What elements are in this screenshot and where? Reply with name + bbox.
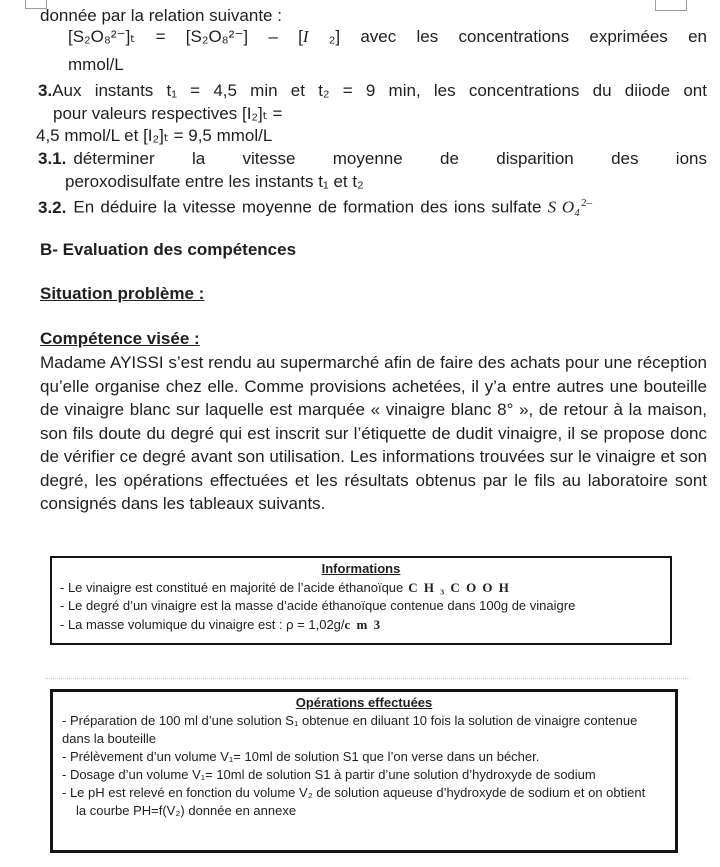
relation-iodine-close: ₂] [328, 27, 341, 46]
competence-visee-heading: Compétence visée : [40, 329, 200, 348]
relation-word: concentrations [458, 27, 570, 46]
question-3-line2: pour valeurs respectives [I₂]ₜ = [53, 104, 283, 123]
informations-title: Informations [321, 561, 401, 576]
cm3-unit: c m 3 [344, 616, 382, 632]
info-item: - Le degré d’un vinaigre est la masse d’acide éthanoïque contenue dans 100g de vinaigre [60, 598, 576, 613]
sulfate-charge-superscript: 2– [581, 197, 593, 209]
operation-item: - Le pH est relevé en fonction du volume V₂ de solution aqueuse d’hydroxyde de sodium et on obtient la courbe PH=f(V₂) donnée en annexe [62, 784, 666, 820]
intro-line: donnée par la relation suivante : [40, 6, 282, 25]
operation-item: - Prélèvement d’un volume V₁= 10ml de solution S1 que l’on verse dans un bécher. [62, 749, 540, 764]
info-item: - La masse volumique du vinaigre est : ρ = 1,02g/c m 3 [60, 616, 382, 632]
relation-minus: – [268, 27, 278, 46]
question-3 [38, 79, 707, 125]
question-3-2-number: 3.2. [38, 197, 67, 217]
relation-word: en [688, 27, 707, 46]
question-3-1-line1: 3.1. déterminer la vitesse moyenne de disparition des ions [38, 149, 707, 168]
situation-paragraph: Madame AYISSI s’est rendu au supermarché afin de faire des achats pour une réception qu’elle organise chez elle. Comme provisions achetées, il y’a entre autres une bouteille de vinaigre blanc sur laquelle est marquée « vinaigre blanc 8° », de retour à la maison, son fils doute du degré qui est inscrit sur l’étiquette de dudit vinaigre, il se propose donc de vérifier ce degré avant son utilisation. Les informations trouvées sur le vinaigre et son degré, les opérations effectuées et les résultats obtenus par le fils au laboratoire sont consignés dans les tableaux suivants. [40, 353, 707, 513]
relation-word: les [416, 27, 439, 46]
relation-iodine-open: [I [298, 27, 309, 46]
ethanoic-acid-formula: C H ₃ C O O H [408, 579, 511, 595]
operations-title: Opérations effectuées [295, 695, 433, 710]
sulfate-formula: S O₄ [547, 197, 581, 217]
cropped-cell-fragment-right [655, 0, 687, 11]
info-item: - Le vinaigre est constitué en majorité de l’acide éthanoïque C H ₃ C O O H [60, 579, 511, 595]
relation-rhs: [S₂O₈²⁻] [185, 27, 249, 46]
relation-lhs: [S₂O₈²⁻]ₜ [68, 27, 136, 46]
section-b-heading: B- Evaluation des compétences [40, 240, 297, 259]
relation-formula [68, 27, 707, 47]
relation-unit-line: mmol/L [68, 55, 124, 74]
iodine-symbol: I [302, 27, 309, 46]
operation-item-continuation: la courbe PH=f(V₂) donnée en annexe [76, 803, 297, 818]
operation-item: - Préparation de 100 ml d’une solution S₁ obtenue en diluant 10 fois la solution de vinaigre contenue dans la bouteille [62, 713, 638, 746]
relation-equals: = [155, 27, 166, 46]
faint-dotted-line [45, 678, 690, 679]
question-3-line1: 3.Aux instants t₁ = 4,5 min et t₂ = 9 min, les concentrations du diiode ont [38, 81, 707, 100]
question-3-1-number: 3.1. [38, 149, 67, 168]
question-3-1-line2: peroxodisulfate entre les instants t₁ et t₂ [65, 172, 364, 191]
relation-word: avec [360, 27, 397, 46]
question-3-number: 3. [38, 81, 53, 100]
question-3-1 [38, 147, 707, 193]
informations-box [50, 556, 672, 645]
operation-item: - Dosage d’un volume V₁= 10ml de solution S1 à partir d’une solution d’hydroxyde de sodium [62, 767, 596, 782]
question-3-2: 3.2. En déduire la vitesse moyenne de formation des ions sulfate S O₄$^{2-}$ [38, 197, 593, 217]
question-3-line3: 4,5 mmol/L et [I₂]ₜ = 9,5 mmol/L [36, 126, 273, 145]
situation-probleme-heading: Situation problème : [40, 284, 205, 303]
operations-box [50, 689, 678, 853]
relation-word: exprimées [589, 27, 668, 46]
